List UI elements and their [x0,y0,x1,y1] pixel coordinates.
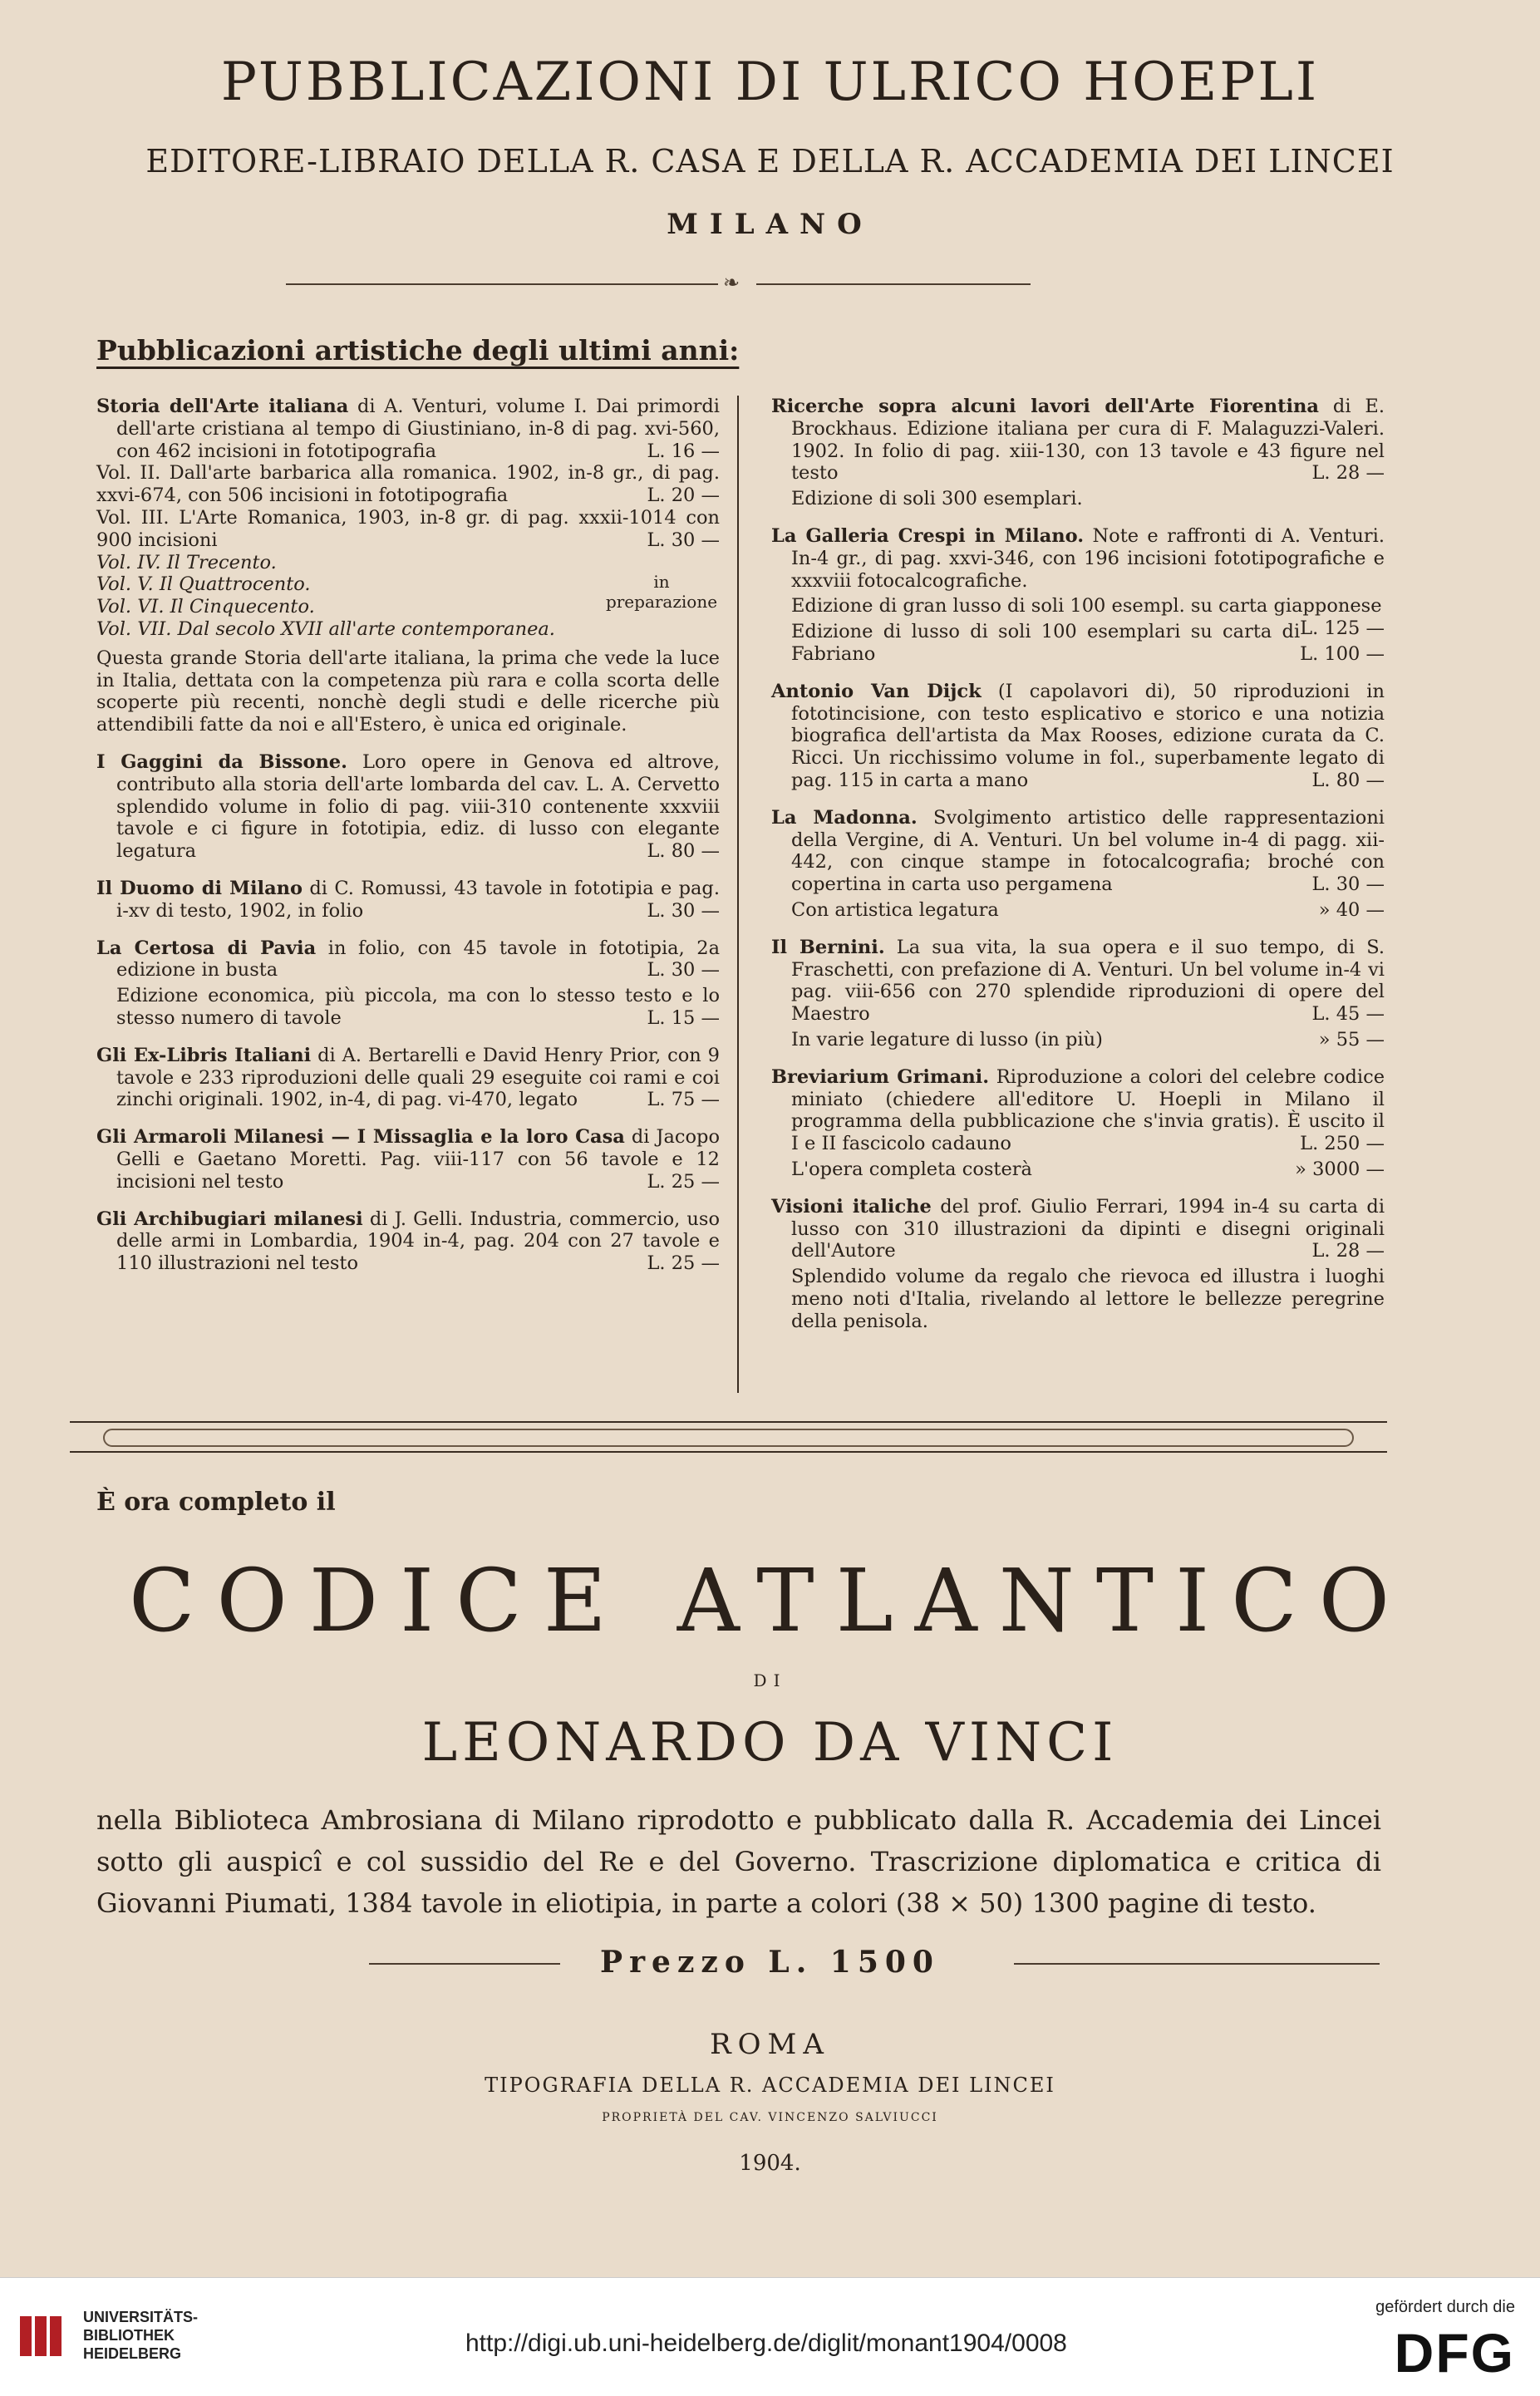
header-ornament: ❧ [723,271,740,294]
codice-price: Prezzo L. 1500 [600,1945,940,1980]
header-rule-right [756,283,1031,285]
entry-title: Ricerche sopra alcuni lavori dell'Arte Fiorentina [771,396,1319,417]
entry-text: Riproduzione a colori del celebre codice miniato (chiedere all'editore U. Hoepli in Milano il programma della pubblicazione che s'invia gratis). È uscito il I e II fascicolo cadauno [791,1065,1385,1155]
entry-text: di A. Venturi, volume I. Dai primordi dell'arte cristiana al tempo di Giustiniano, in-8 di pag. xvi-560, con 462 incisioni in fototipografia [116,396,720,462]
entry-price: L. 250 — [1300,1133,1385,1155]
library-name-line-1: UNIVERSITÄTS- [83,2309,199,2325]
entry-price: L. 45 — [1311,1003,1385,1026]
imprint-city: ROMA [710,2028,830,2061]
permalink-url[interactable]: http://digi.ub.uni-heidelberg.de/diglit/monant1904/0008 [465,2330,1067,2357]
header-rule-left [286,283,718,285]
entry-exlibris [96,1045,720,1111]
volume-5: Vol. V. Il Quattrocento. [96,573,311,596]
entry-title: I Gaggini da Bissone. [96,750,347,773]
codice-di: DI [753,1670,787,1690]
volume-7: Vol. VII. Dal secolo XVII all'arte contemporanea. [96,617,555,640]
entry-sub: Edizione di soli 300 esemplari. [791,488,1083,510]
publisher-subtitle: EDITORE-LIBRAIO DELLA R. CASA E DELLA R. ACCADEMIA DEI LINCEI [145,143,1395,180]
entry-price: L. 80 — [1311,769,1385,791]
in-preparation-label: in preparazione [605,571,718,612]
border-wave [103,1429,1354,1447]
entry-storia [96,396,720,736]
entry-price: L. 28 — [1311,1240,1385,1262]
entry-title: Il Bernini. [771,936,885,958]
entry-title: La Madonna. [771,806,918,829]
entry-archibugiari [96,1208,720,1275]
entry-visioni [771,1196,1385,1333]
volumes-in-preparation [96,552,720,641]
publisher-title: PUBBLICAZIONI DI ULRICO HOEPLI [220,52,1320,113]
left-column [96,396,720,1290]
column-divider [737,396,739,1393]
entry-title: Il Duomo di Milano [96,877,303,899]
entry-text: di E. Brockhaus. Edizione italiana per cura di F. Malaguzzi-Valeri. 1902. In folio di pag. xiii-130, con 13 tavole e 43 figure nel testo [791,396,1385,485]
entry-bernini [771,937,1385,1051]
entry-text: di A. Bertarelli e David Henry Prior, con 9 tavole e 233 riproduzioni delle quali 29 eseguite coi rami e coi zinchi originali. 1902, in-4, di pag. vi-470, legato [116,1044,720,1111]
entry-text: Loro opere in Genova ed altrove, contributo alla storia dell'arte lombarda del cav. L. A. Cervetto splendido volume in folio di pag. viii-310 contenente xxxviii tavole e ci figure in fototipia, ediz. di lusso con elegante legatura [116,750,720,863]
entry-price: L. 25 — [647,1170,720,1193]
library-name [83,2308,198,2363]
entry-sub: In varie legature di lusso (in più) [791,1028,1103,1050]
imprint-year: 1904. [739,2151,801,2176]
codice-author: LEONARDO DA VINCI [421,1712,1119,1774]
entry-title: La Certosa di Pavia [96,937,317,959]
entry-text: in folio, con 45 tavole in fototipia, 2a edizione in busta [116,937,721,982]
entry-price: L. 28 — [1311,462,1385,485]
entry-title: La Galleria Crespi in Milano. [771,524,1085,547]
dfg-logo: DFG [1394,2322,1515,2384]
entry-sub-price: » 40 — [1318,898,1385,921]
entry-price: L. 80 — [647,840,720,863]
entry-price: L. 30 — [1311,873,1385,896]
entry-title: Visioni italiche [771,1195,932,1218]
entry-gaggini [96,751,720,863]
entry-title: Gli Armaroli Milanesi — I Missaglia e la loro Casa [96,1126,625,1149]
entry-sub-price: L. 15 — [647,1006,720,1029]
entry-title: Storia dell'Arte italiana [96,396,349,417]
codice-title: CODICE ATLANTICO [128,1550,1412,1651]
price-rule-right [1014,1963,1380,1965]
volume-2 [96,462,720,507]
volume-4: Vol. IV. Il Trecento. [96,551,277,573]
entry-text: Note e raffronti di A. Venturi. In-4 gr., di pag. xxvi-346, con 196 incisioni fototipografiche e xxxviii fotocalcografiche. [791,524,1385,592]
university-library-logo-icon [17,2311,75,2361]
entry-sub: Edizione economica, più piccola, ma con lo stesso testo e lo stesso numero di tavole [116,985,720,1029]
entry-text: di Jacopo Gelli e Gaetano Moretti. Pag. viii-117 con 56 tavole e 12 incisioni nel testo [116,1126,720,1193]
entry-breviarium [771,1066,1385,1181]
library-name-line-3: HEIDELBERG [83,2345,182,2362]
entry-text: (I capolavori di), 50 riproduzioni in fototincisione, con testo esplicativo e storico e una notizia biografica dell'artista da Max Rooses, edizione curata da C. Ricci. Un ricchissimo volume in fol., superbamente legato di pag. 115 in carta a mano [791,680,1385,791]
codice-description: nella Biblioteca Ambrosiana di Milano riprodotto e pubblicato dalla R. Accademia dei Lincei sotto gli auspicî e col sussidio del Re e del Governo. Trascrizione diplomatica e critica di Giovanni Piumati, 1384 tavole in eliotipia, in parte a colori (38 × 50) 1300 pagine di testo. [96,1804,1381,1919]
library-name-line-2: BIBLIOTHEK [83,2327,175,2344]
imprint-printer: TIPOGRAFIA DELLA R. ACCADEMIA DEI LINCEI [485,2074,1055,2097]
right-column [771,396,1385,1347]
entry-sub: L'opera completa costerà [791,1158,1032,1180]
entry-sub-1: Edizione di gran lusso di soli 100 esempl. su carta giapponese [791,595,1382,617]
storia-note: Questa grande Storia dell'arte italiana, la prima che vede la luce in Italia, dettata con la competenza più rara e colla scorta delle scoperte più recenti, nonchè degli studi e delle ricerche più attendibili fatte da noi e all'Estero, è unica ed originale. [96,647,720,736]
entry-sub: Con artistica legatura [791,898,999,921]
entry-ricerche [771,396,1385,510]
entry-title: Gli Archibugiari milanesi [96,1208,363,1230]
entry-text: di J. Gelli. Industria, commercio, uso delle armi in Lombardia, 1904 in-4, pag. 204 con 27 tavole e 110 illustrazioni nel testo [116,1208,721,1275]
entry-sub-price: » 3000 — [1295,1158,1385,1180]
entry-price: L. 30 — [647,899,720,922]
entry-madonna [771,807,1385,922]
imprint-owner: PROPRIETÀ DEL CAV. VINCENZO SALVIUCCI [602,2111,938,2124]
volume-3-text: Vol. III. L'Arte Romanica, 1903, in-8 gr. di pag. xxxii-1014 con 900 incisioni [96,506,720,551]
publisher-city: MILANO [667,208,873,241]
entry-duomo [96,878,720,922]
funded-by-label: gefördert durch die [1375,2298,1515,2316]
entry-vandijck [771,681,1385,792]
entry-sub-price: » 55 — [1318,1028,1385,1050]
section-title: Pubblicazioni artistiche degli ultimi anni: [96,334,740,367]
entry-title: Antonio Van Dijck [771,680,982,702]
entry-armaroli [96,1126,720,1193]
volume-3-price: L. 30 — [647,529,720,551]
viewer-footer [0,2277,1540,2396]
entry-price: L. 25 — [647,1252,720,1275]
entry-text: Svolgimento artistico delle rappresentazioni della Vergine, di A. Venturi. Un bel volume in-4 di pagg. xii-442, con cinque stampe in fotocalcografia; broché con copertina in carta uso pergamena [791,806,1385,896]
volume-3 [96,507,720,552]
entry-text: La sua vita, la sua opera e il suo tempo, di S. Fraschetti, con prefazione di A. Venturi. Un bel volume in-4 vi pag. viii-656 con 270 splendide riproduzioni di opere del Maestro [791,936,1385,1026]
entry-text: di C. Romussi, 43 tavole in fototipia e pag. i-xv di testo, 1902, in folio [116,877,720,922]
entry-title: Gli Ex-Libris Italiani [96,1044,312,1066]
volume-6: Vol. VI. Il Cinquecento. [96,596,315,618]
entry-crespi [771,525,1385,666]
entry-price: L. 30 — [647,959,720,982]
ornamental-border [70,1421,1387,1453]
entry-certosa [96,937,720,1030]
entry-sub: Splendido volume da regalo che rievoca ed illustra i luoghi meno noti d'Italia, rivelando al lettore le bellezze peregrine della penisola. [791,1266,1385,1332]
volume-2-text: Vol. II. Dall'arte barbarica alla romanica. 1902, in-8 gr., di pag. xxvi-674, con 506 incisioni in fototipografia [96,462,720,507]
entry-sub-1-price: L. 125 — [1300,617,1385,640]
entry-sub-2: Edizione di lusso di soli 100 esemplari su carta di Fabriano [791,621,1301,665]
codice-intro: È ora completo il [96,1488,336,1517]
entry-price: L. 16 — [647,440,720,462]
entry-title: Breviarium Grimani. [771,1065,990,1088]
entry-price: L. 75 — [647,1089,720,1111]
entry-text: del prof. Giulio Ferrari, 1994 in-4 su carta di lusso con 310 illustrazioni da dipinti e disegni originali dell'Autore [791,1195,1385,1262]
entry-sub-2-price: L. 100 — [1300,642,1385,665]
volume-2-price: L. 20 — [647,485,720,507]
